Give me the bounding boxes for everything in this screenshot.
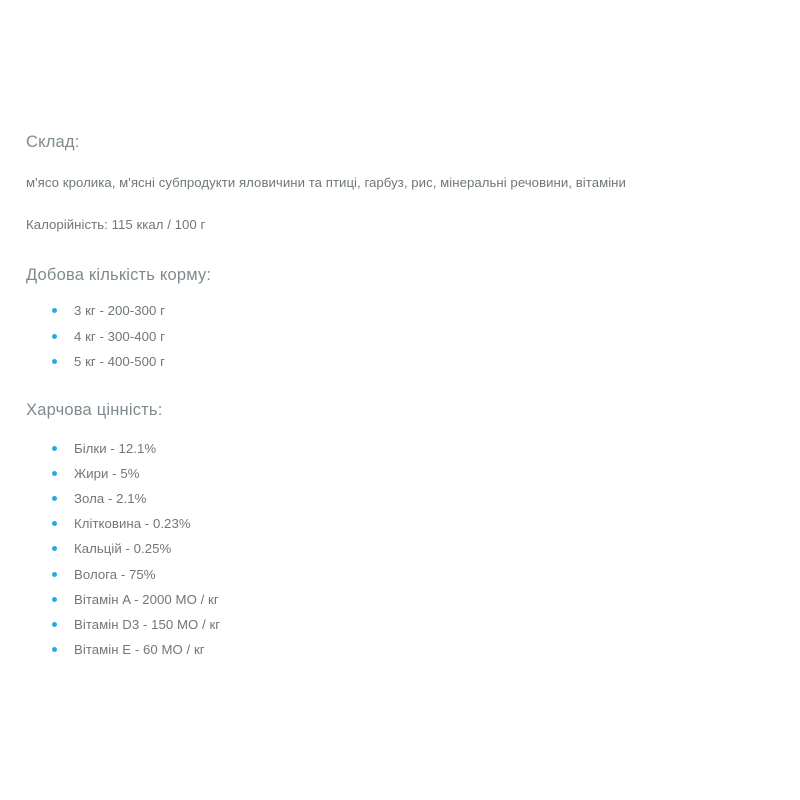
list-item-label: 3 кг - 200-300 г [74,303,165,319]
nutrition-list [26,442,774,657]
composition-heading: Склад: [26,133,80,151]
list-item-label: Білки - 12.1% [74,440,157,456]
daily-amount-heading: Добова кількість корму: [26,266,212,285]
bullet-dot-icon [52,622,57,627]
list-item [52,467,774,480]
calories-text: Калорійність: 115 ккал / 100 г [26,217,206,233]
list-item-label: Зола - 2.1% [74,490,147,506]
bullet-dot-icon [52,308,57,313]
list-item-label: Кальцій - 0.25% [74,541,172,557]
list-item [52,304,774,317]
list-item-label: Вітамін E - 60 МО / кг [74,642,205,658]
list-item [52,517,774,530]
list-item [52,492,774,505]
list-item [52,568,774,581]
bullet-dot-icon [52,572,57,577]
list-item [52,355,774,368]
list-item-label: 5 кг - 400-500 г [74,353,165,369]
bullet-dot-icon [52,546,57,551]
daily-amount-list [26,304,774,368]
bullet-dot-icon [52,471,57,476]
list-item-label: Клітковина - 0.23% [74,516,191,532]
list-item [52,618,774,631]
bullet-dot-icon [52,647,57,652]
list-item [52,330,774,343]
bullet-dot-icon [52,334,57,339]
list-item-label: Вітамін A - 2000 МО / кг [74,591,219,607]
nutrition-heading: Харчова цінність: [26,401,163,420]
list-item [52,442,774,455]
composition-text: м'ясо кролика, м'ясні субпродукти яловичини та птиці, гарбуз, рис, мінеральні речовини, вітаміни [26,175,626,191]
bullet-dot-icon [52,597,57,602]
bullet-dot-icon [52,521,57,526]
bullet-dot-icon [52,496,57,501]
list-item [52,542,774,555]
list-item-label: 4 кг - 300-400 г [74,328,165,344]
list-item [52,593,774,606]
bullet-dot-icon [52,359,57,364]
list-item-label: Вітамін D3 - 150 МО / кг [74,616,221,632]
list-item-label: Волога - 75% [74,566,156,582]
list-item-label: Жири - 5% [74,465,140,481]
list-item [52,643,774,656]
bullet-dot-icon [52,446,57,451]
